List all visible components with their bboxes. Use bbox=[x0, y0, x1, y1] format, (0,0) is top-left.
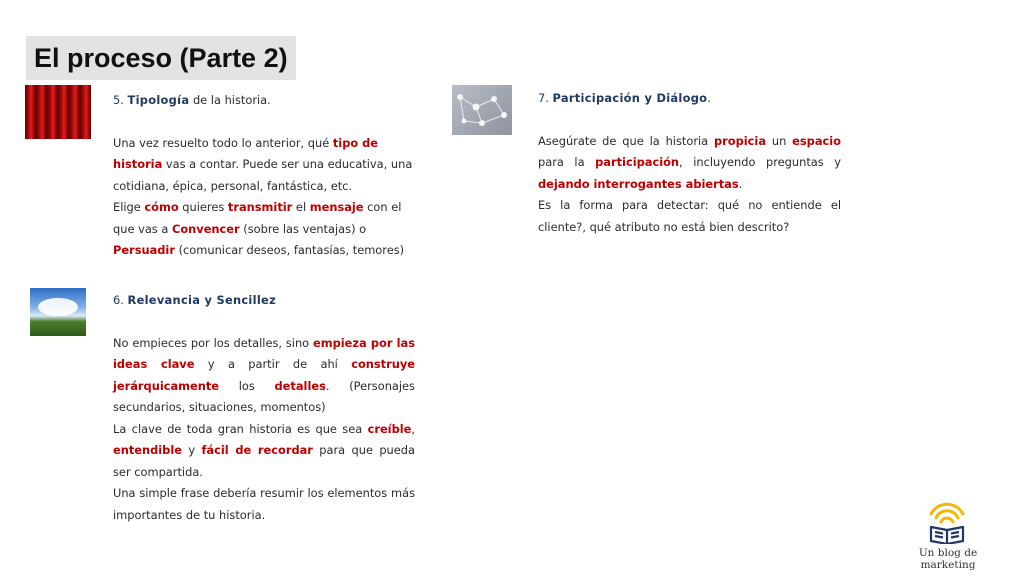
blog-logo bbox=[892, 500, 1002, 570]
network-graph-image bbox=[452, 85, 512, 135]
sky-landscape-image bbox=[30, 288, 86, 336]
section-7-paragraph-1: Asegúrate de que la historia propicia un espacio para la participación, incluyendo preguntas y dejando interrogantes abiertas. bbox=[538, 133, 841, 191]
section-7-paragraph-2: Es la forma para detectar: qué no entiende el cliente?, qué atributo no está bien descrito? bbox=[538, 198, 841, 234]
section-6 bbox=[113, 290, 415, 526]
section-6-paragraph-2: La clave de toda gran historia es que sea creíble, entendible y fácil de recordar para que pueda ser compartida. bbox=[113, 421, 415, 479]
section-5-paragraph-2: Elige cómo quieres transmitir el mensaje con el que vas a Convencer (sobre las ventajas) o Persuadir (comunicar deseos, fantasías, temores) bbox=[113, 200, 405, 257]
section-5 bbox=[113, 90, 415, 262]
red-curtain-image bbox=[25, 85, 91, 139]
section-5-heading: 5. Tipología de la historia. bbox=[113, 93, 271, 107]
logo-text: Un blog de marketing bbox=[918, 547, 978, 571]
book-wifi-icon bbox=[925, 500, 969, 544]
section-7-heading: 7. Participación y Diálogo. bbox=[538, 91, 711, 105]
section-6-paragraph-1: No empieces por los detalles, sino empieza por las ideas clave y a partir de ahí construye jerárquicamente los detalles. (Personajes secundarios, situaciones, momentos) bbox=[113, 335, 415, 414]
section-6-heading: 6. Relevancia y Sencillez bbox=[113, 293, 277, 307]
page-title: El proceso (Parte 2) bbox=[26, 36, 296, 80]
section-7 bbox=[538, 88, 841, 238]
section-6-paragraph-3: Una simple frase debería resumir los elementos más importantes de tu historia. bbox=[113, 486, 415, 522]
section-5-paragraph-1: Una vez resuelto todo lo anterior, qué tipo de historia vas a contar. Puede ser una educativa, una cotidiana, épica, personal, fantástica, etc. bbox=[113, 135, 413, 193]
